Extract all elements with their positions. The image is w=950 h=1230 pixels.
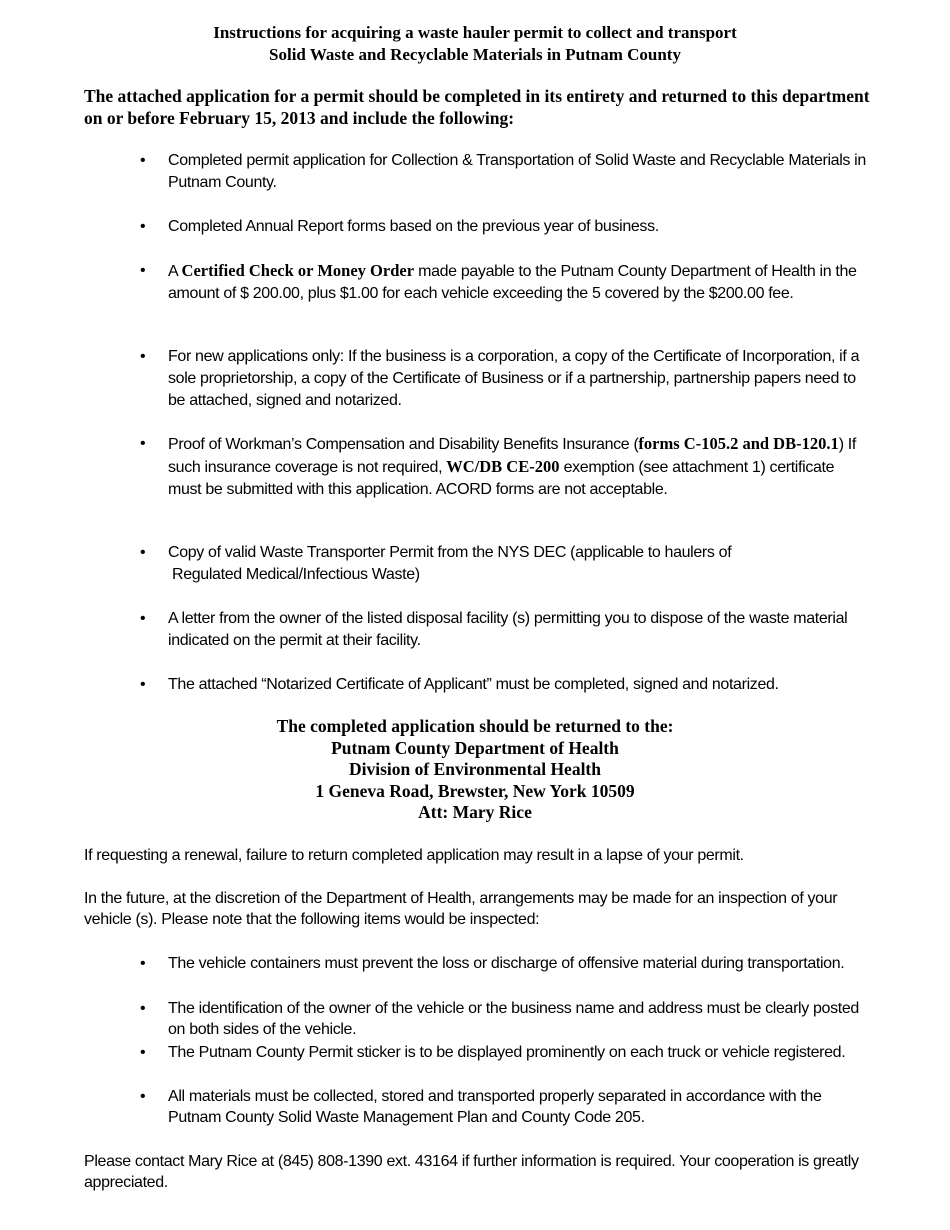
requirement-text: For new applications only: If the business is a corporation, a copy of the Certificate of Incorporation, if a sole proprietorship, a copy of the Certificate of Business or if a partnership, partnership papers need to be attached, signed and notarized. [168, 348, 860, 409]
address-line-1: The completed application should be returned to the: [276, 716, 674, 736]
requirement-item-8 [140, 674, 868, 696]
requirement-item-1 [140, 150, 868, 194]
bullet-icon: • [140, 348, 146, 365]
address-line-2: Putnam County Department of Health [331, 737, 619, 758]
inspection-text: All materials must be collected, stored and transported properly separated in accordance with the Putnam County Solid Waste Management Plan and County Code 205. [168, 1088, 822, 1126]
bullet-icon: • [140, 1088, 146, 1105]
requirement-item-5 [140, 433, 868, 501]
inspection-text: The identification of the owner of the vehicle or the business name and address must be clearly posted on both sides of the vehicle. [168, 1000, 859, 1038]
address-line-3: Division of Environmental Health [349, 759, 601, 779]
requirement-bold-exemption: WC/DB CE-200 [446, 457, 560, 476]
bullet-icon: • [140, 435, 146, 452]
bullet-icon: • [140, 262, 146, 279]
requirement-item-7 [140, 608, 868, 652]
inspection-text: The vehicle containers must prevent the loss or discharge of offensive material during transportation. [168, 955, 845, 972]
bullet-icon: • [140, 610, 146, 627]
requirement-text-part3: exemption (see attachment 1) certificate must be submitted with this application. ACORD forms are not acceptable. [168, 459, 835, 498]
inspection-item-2 [140, 998, 868, 1040]
bullet-icon: • [140, 1000, 146, 1017]
requirement-item-6 [140, 542, 868, 586]
requirement-text: Completed Annual Report forms based on the previous year of business. [168, 218, 659, 235]
requirement-text-part1: Proof of Workman’s Compensation and Disability Benefits Insurance ( [168, 436, 639, 453]
requirement-text-suffix: made payable to the Putnam County Department of Health in the amount of $ 200.00, plus $1.00 for each vehicle exceeding the 5 covered by the $200.00 fee. [168, 263, 857, 302]
title-line-1: Instructions for acquiring a waste hauler permit to collect and transport [213, 23, 737, 42]
address-line-5: Att: Mary Rice [418, 802, 532, 822]
requirement-item-3 [140, 260, 868, 305]
requirement-item-2 [140, 216, 868, 238]
contact-paragraph: Please contact Mary Rice at (845) 808-1390 ext. 43164 if further information is required. Your cooperation is greatly appreciated. [84, 1153, 859, 1191]
bullet-icon: • [140, 544, 146, 561]
bullet-icon: • [140, 1044, 146, 1061]
renewal-note: If requesting a renewal, failure to return completed application may result in a lapse of your permit. [84, 847, 744, 864]
address-line-4: 1 Geneva Road, Brewster, New York 10509 [315, 780, 635, 801]
requirement-text-line1: Copy of valid Waste Transporter Permit from the NYS DEC (applicable to haulers of [168, 544, 732, 561]
requirement-text-line2: Regulated Medical/Infectious Waste) [172, 566, 420, 583]
bullet-icon: • [140, 152, 146, 169]
inspection-item-3 [140, 1042, 868, 1063]
bullet-icon: • [140, 218, 146, 235]
requirement-text: The attached “Notarized Certificate of Applicant” must be completed, signed and notarized. [168, 676, 779, 693]
bullet-icon: • [140, 955, 146, 972]
requirement-bold-text: Certified Check or Money Order [181, 261, 415, 280]
requirement-text-prefix: A [168, 263, 182, 280]
intro-paragraph: The attached application for a permit should be completed in its entirety and returned to this department on or before February 15, 2013 and include the following: [84, 86, 870, 128]
requirement-text: A letter from the owner of the listed disposal facility (s) permitting you to dispose of the waste material indicated on the permit at their facility. [168, 610, 848, 649]
document-title [0, 22, 950, 66]
requirement-text-part2: ) If such insurance coverage is not required, [168, 436, 856, 476]
inspection-item-1 [140, 953, 868, 974]
inspection-text: The Putnam County Permit sticker is to be displayed prominently on each truck or vehicle registered. [168, 1044, 846, 1061]
inspection-intro: In the future, at the discretion of the Department of Health, arrangements may be made for an inspection of your vehicle (s). Please note that the following items would be inspected: [84, 890, 838, 928]
return-address-block [0, 716, 950, 824]
bullet-icon: • [140, 676, 146, 693]
requirement-bold-forms: forms C-105.2 and DB-120.1 [638, 434, 839, 453]
requirement-item-4 [140, 346, 868, 412]
title-line-2: Solid Waste and Recyclable Materials in Putnam County [269, 45, 681, 64]
inspection-item-4 [140, 1086, 868, 1128]
requirement-text: Completed permit application for Collection & Transportation of Solid Waste and Recyclable Materials in Putnam County. [168, 152, 866, 191]
